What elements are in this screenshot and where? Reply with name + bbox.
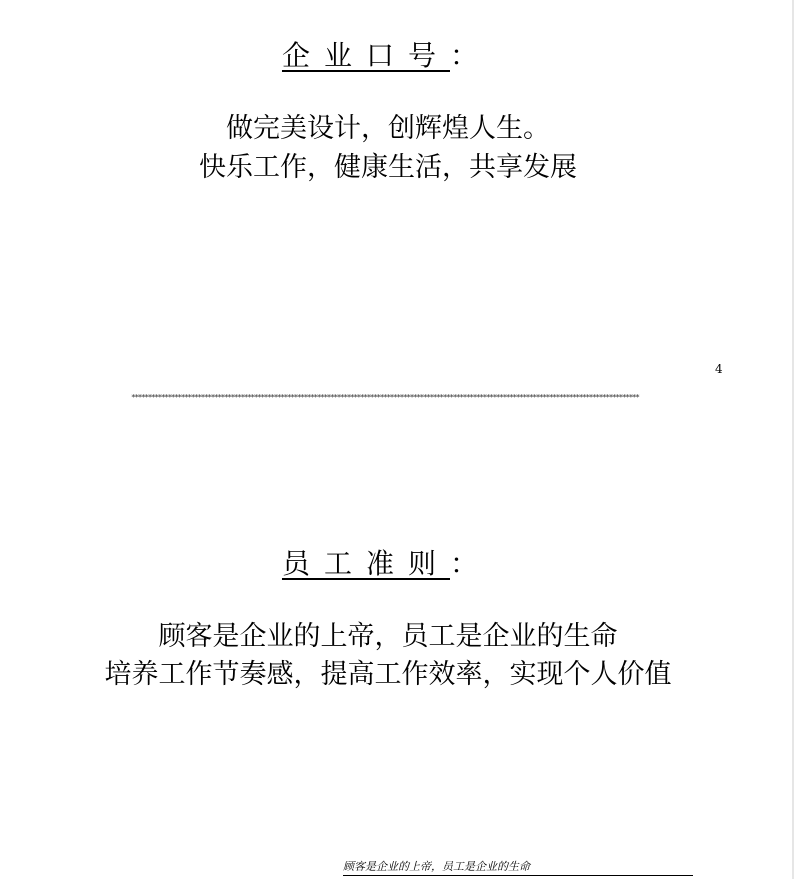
page-number: 4 bbox=[715, 362, 723, 376]
code-heading-text: 员工准则 bbox=[281, 547, 450, 580]
footer-text: 顾客是企业的上帝，员工是企业的生命 bbox=[343, 860, 530, 873]
code-heading bbox=[0, 546, 760, 582]
code-heading-colon: ： bbox=[450, 547, 479, 580]
star-separator: ********************************************************************************************************************************************************* bbox=[131, 394, 639, 402]
slogan-line-1: 做完美设计，创辉煌人生。 bbox=[226, 113, 550, 144]
code-line-1: 顾客是企业的上帝，员工是企业的生命 bbox=[158, 621, 618, 652]
slogan-heading-colon: ： bbox=[450, 39, 479, 72]
code-line-2: 培养工作节奏感，提高工作效率，实现个人价值 bbox=[104, 659, 672, 690]
slogan-heading bbox=[0, 38, 760, 74]
slogan-line-2: 快乐工作，健康生活，共享发展 bbox=[199, 152, 577, 183]
footer-rule bbox=[343, 875, 693, 876]
slogan-heading-text: 企业口号 bbox=[281, 39, 450, 72]
